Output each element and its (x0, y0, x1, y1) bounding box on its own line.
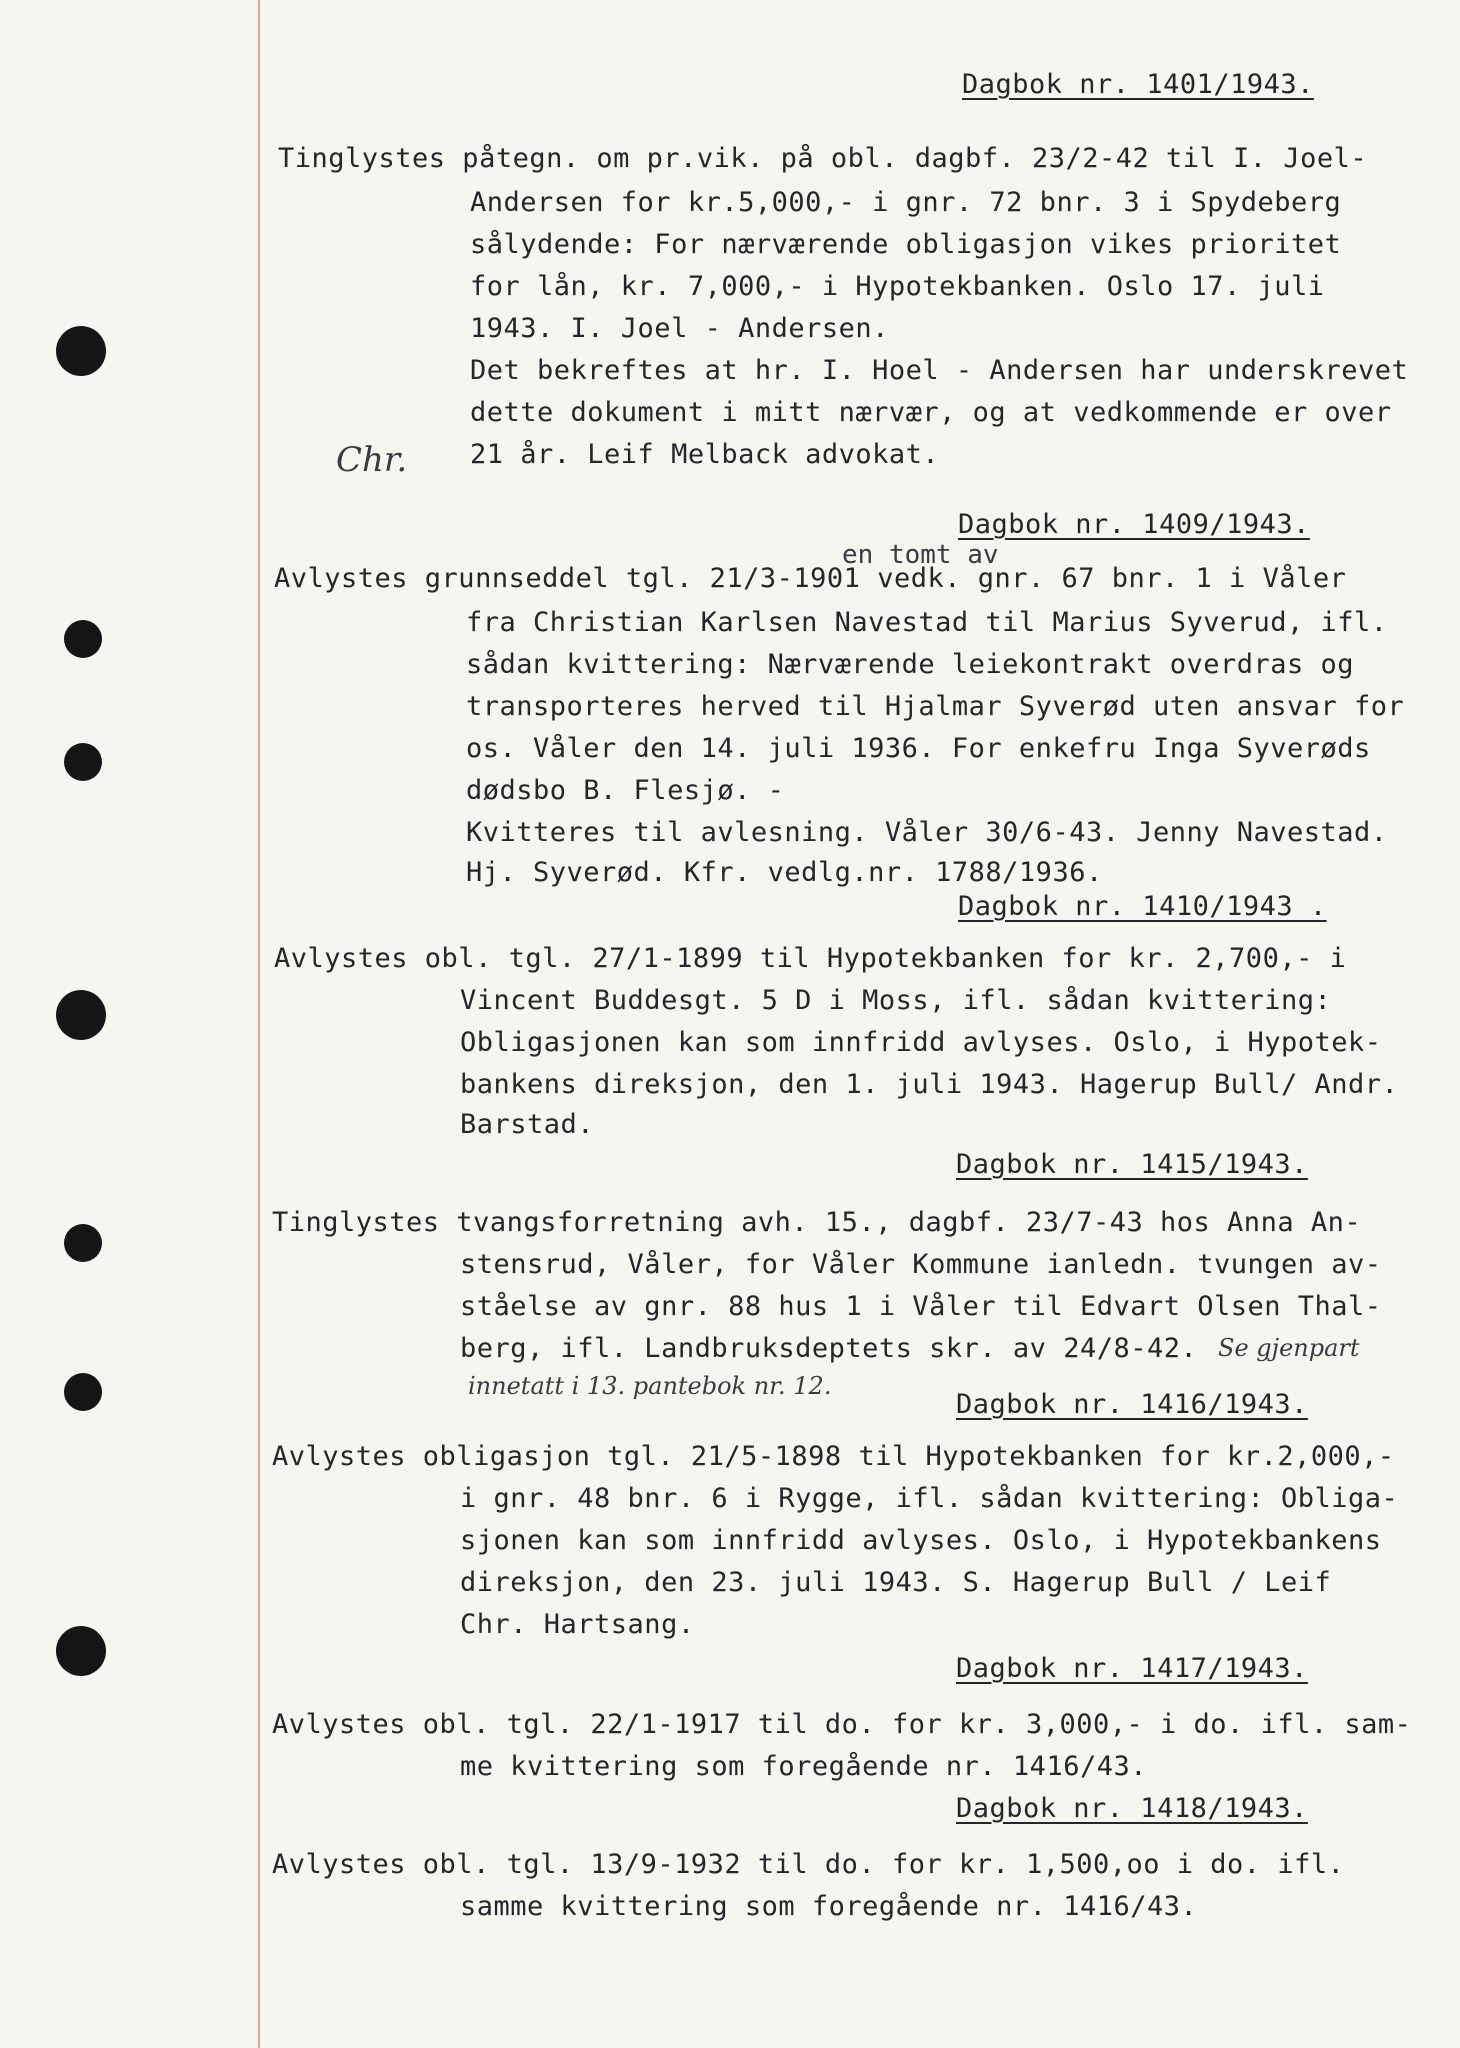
entry-line: stensrud, Våler, for Våler Kommune ianledn. tvungen av- (460, 1249, 1382, 1280)
handwritten-note: Se gjenpart (1218, 1334, 1360, 1362)
entry-line: dødsbo B. Flesjø. - (466, 775, 785, 806)
entry-line: Vincent Buddesgt. 5 D i Moss, ifl. sådan kvittering: (460, 985, 1332, 1016)
entry-line: transporteres herved til Hjalmar Syverød uten ansvar for (466, 691, 1405, 722)
entry-line: berg, ifl. Landbruksdeptets skr. av 24/8-42. (460, 1333, 1198, 1364)
entry-line: dette dokument i mitt nærvær, og at vedkommende er over (470, 397, 1392, 428)
punch-hole (56, 1626, 106, 1676)
entry-line: Avlystes grunnseddel tgl. 21/3-1901 vedk. gnr. 67 bnr. 1 i Våler (274, 563, 1347, 594)
handwritten-note: innetatt i 13. pantebok nr. 12. (468, 1372, 832, 1400)
entry-line: fra Christian Karlsen Navestad til Marius Syverud, ifl. (466, 607, 1388, 638)
punch-hole (64, 743, 102, 781)
entry-line: Tinglystes tvangsforretning avh. 15., dagbf. 23/7-43 hos Anna An- (272, 1207, 1362, 1238)
entry-line: Hj. Syverød. Kfr. vedlg.nr. 1788/1936. (466, 857, 1103, 888)
entry-header: Dagbok nr. 1417/1943. (956, 1653, 1308, 1684)
entry-line: Kvitteres til avlesning. Våler 30/6-43. Jenny Navestad. (466, 817, 1388, 848)
entry-line: sådan kvittering: Nærværende leiekontrakt overdras og (466, 649, 1355, 680)
entry-line: os. Våler den 14. juli 1936. For enkefru Inga Syverøds (466, 733, 1371, 764)
entry-line: samme kvittering som foregående nr. 1416/43. (460, 1891, 1198, 1922)
entry-header: Dagbok nr. 1401/1943. (962, 69, 1314, 100)
entry-line: 21 år. Leif Melback advokat. (470, 439, 940, 470)
punch-hole (64, 620, 102, 658)
entry-line: Tinglystes påtegn. om pr.vik. på obl. dagbf. 23/2-42 til I. Joel- (278, 143, 1368, 174)
punch-hole (64, 1224, 102, 1262)
entry-line: Chr. Hartsang. (460, 1609, 695, 1640)
entry-line: 1943. I. Joel - Andersen. (470, 313, 889, 344)
punch-hole (64, 1373, 102, 1411)
entry-header: Dagbok nr. 1416/1943. (956, 1389, 1308, 1420)
entry-header: Dagbok nr. 1409/1943. (958, 509, 1310, 540)
entry-line: Andersen for kr.5,000,- i gnr. 72 bnr. 3 i Spydeberg (470, 187, 1342, 218)
punch-hole (56, 990, 106, 1040)
entry-header: Dagbok nr. 1418/1943. (956, 1793, 1308, 1824)
punch-hole (56, 326, 106, 376)
entry-line: bankens direksjon, den 1. juli 1943. Hagerup Bull/ Andr. (460, 1069, 1399, 1100)
entry-line: direksjon, den 23. juli 1943. S. Hagerup Bull / Leif (460, 1567, 1332, 1598)
entry-header: Dagbok nr. 1410/1943 . (958, 891, 1327, 922)
entry-line: Avlystes obl. tgl. 27/1-1899 til Hypotekbanken for kr. 2,700,- i (274, 943, 1347, 974)
margin-rule (258, 0, 260, 2048)
margin-initials: Chr. (336, 440, 408, 480)
handwritten-insert: en tomt av (842, 540, 999, 570)
entry-line: Avlystes obl. tgl. 22/1-1917 til do. for kr. 3,000,- i do. ifl. sam- (272, 1709, 1412, 1740)
entry-header: Dagbok nr. 1415/1943. (956, 1149, 1308, 1180)
entry-line: Avlystes obl. tgl. 13/9-1932 til do. for kr. 1,500,oo i do. ifl. (272, 1849, 1345, 1880)
entry-line: me kvittering som foregående nr. 1416/43. (460, 1751, 1147, 1782)
entry-line: Barstad. (460, 1109, 595, 1140)
entry-line: sålydende: For nærværende obligasjon vikes prioritet (470, 229, 1342, 260)
entry-line: Avlystes obligasjon tgl. 21/5-1898 til Hypotekbanken for kr.2,000,- (272, 1441, 1395, 1472)
entry-line: i gnr. 48 bnr. 6 i Rygge, ifl. sådan kvittering: Obliga- (460, 1483, 1399, 1514)
entry-line: sjonen kan som innfridd avlyses. Oslo, i Hypotekbankens (460, 1525, 1382, 1556)
entry-line: Obligasjonen kan som innfridd avlyses. Oslo, i Hypotek- (460, 1027, 1382, 1058)
entry-line: Det bekreftes at hr. I. Hoel - Andersen har underskrevet (470, 355, 1409, 386)
entry-line: for lån, kr. 7,000,- i Hypotekbanken. Oslo 17. juli (470, 271, 1325, 302)
entry-line: ståelse av gnr. 88 hus 1 i Våler til Edvart Olsen Thal- (460, 1291, 1382, 1322)
